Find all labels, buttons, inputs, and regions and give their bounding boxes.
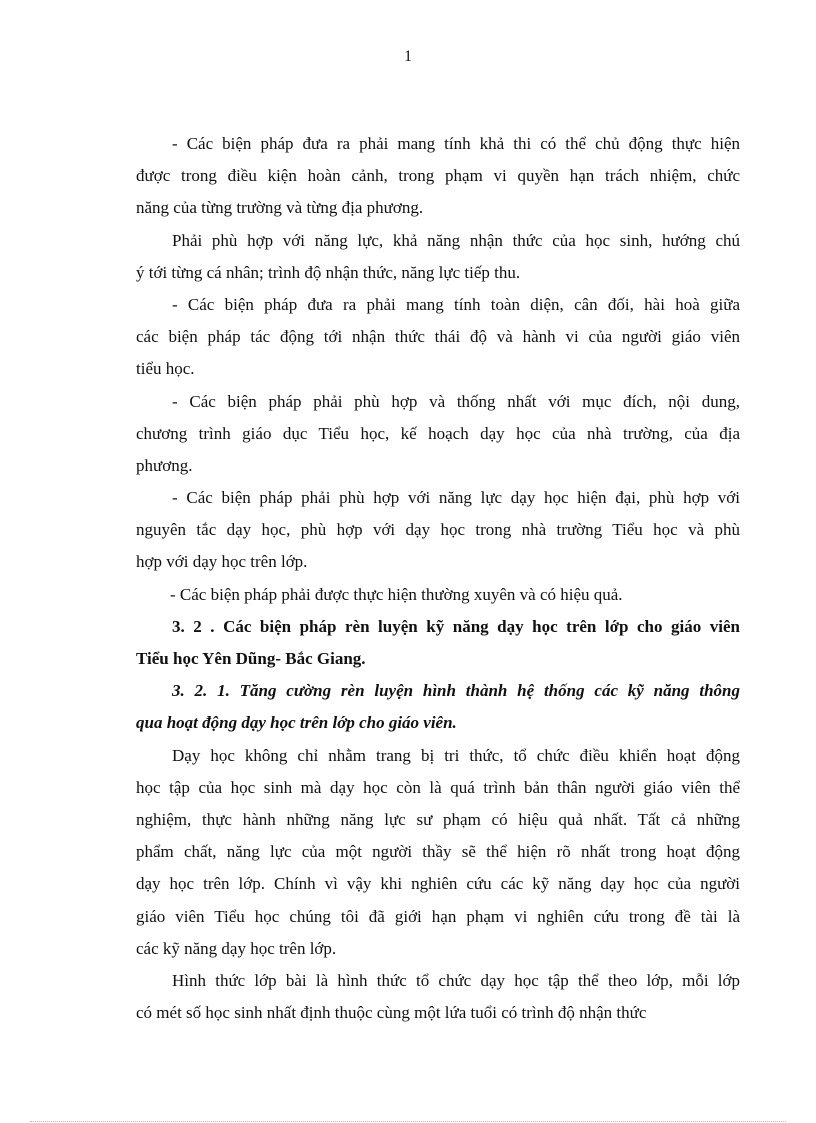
- body-line: có mét số học sinh nhất định thuộc cùng một lứa tuổi có trình độ nhận thức: [136, 1003, 647, 1022]
- body-line: Hình thức lớp bài là hình thức tổ chức dạy học tập thể theo lớp, mỗi lớp: [172, 971, 740, 990]
- body-line: phẩm chất, năng lực của một người thầy sẽ thể hiện rõ nhất trong hoạt động: [136, 842, 740, 861]
- body-line: học tập của học sinh mà dạy học còn là quá trình bản thân người giáo viên thể: [136, 778, 740, 797]
- body-line: được trong điều kiện hoàn cảnh, trong phạm vi quyền hạn trách nhiệm, chức: [136, 166, 740, 185]
- page-number: 1: [404, 48, 412, 65]
- body-line: phương.: [136, 456, 193, 475]
- body-line: Phải phù hợp với năng lực, khả năng nhận thức của học sinh, hướng chú: [172, 231, 740, 250]
- body-line: nguyên tắc dạy học, phù hợp với dạy học trong nhà trường Tiểu học và phù: [136, 520, 740, 539]
- body-line: nghiệm, thực hành những năng lực sư phạm có hiệu quả nhất. Tất cả những: [136, 810, 740, 829]
- subsection-heading: 3. 2. 1. Tăng cường rèn luyện hình thành hệ thống các kỹ năng thông: [172, 681, 740, 700]
- body-line: dạy học trên lớp. Chính vì vậy khi nghiên cứu các kỹ năng dạy học của người: [136, 874, 740, 893]
- body-line: hợp với dạy học trên lớp.: [136, 552, 308, 571]
- body-line: - Các biện pháp đưa ra phải mang tính toàn diện, cân đối, hài hoà giữa: [172, 295, 740, 314]
- body-line: ý tới từng cá nhân; trình độ nhận thức, năng lực tiếp thu.: [136, 263, 521, 282]
- body-line: chương trình giáo dục Tiểu học, kế hoạch dạy học của nhà trường, của địa: [136, 424, 740, 443]
- body-line: các biện pháp tác động tới nhận thức thái độ và hành vi của người giáo viên: [136, 327, 740, 346]
- body-line: giáo viên Tiểu học chúng tôi đã giới hạn phạm vi nghiên cứu trong đề tài là: [136, 907, 740, 926]
- body-line: tiểu học.: [136, 359, 195, 378]
- body-line: - Các biện pháp phải phù hợp và thống nhất với mục đích, nội dung,: [172, 392, 740, 411]
- body-line: Dạy học không chỉ nhằm trang bị tri thức, tổ chức điều khiển hoạt động: [172, 746, 740, 765]
- body-line: - Các biện pháp phải phù hợp với năng lực dạy học hiện đại, phù hợp với: [172, 488, 740, 507]
- body-line: - Các biện pháp đưa ra phải mang tính khả thi có thể chủ động thực hiện: [172, 134, 740, 153]
- body-line: - Các biện pháp phải được thực hiện thường xuyên và có hiệu quả.: [170, 585, 623, 604]
- section-heading: 3. 2 . Các biện pháp rèn luyện kỹ năng dạy học trên lớp cho giáo viên: [172, 617, 740, 636]
- body-line: năng của từng trường và từng địa phương.: [136, 198, 424, 217]
- section-heading: Tiểu học Yên Dũng- Bắc Giang.: [136, 649, 366, 668]
- subsection-heading: qua hoạt động dạy học trên lớp cho giáo viên.: [136, 713, 457, 732]
- body-line: các kỹ năng dạy học trên lớp.: [136, 939, 337, 958]
- page-bottom-border: [30, 1121, 786, 1122]
